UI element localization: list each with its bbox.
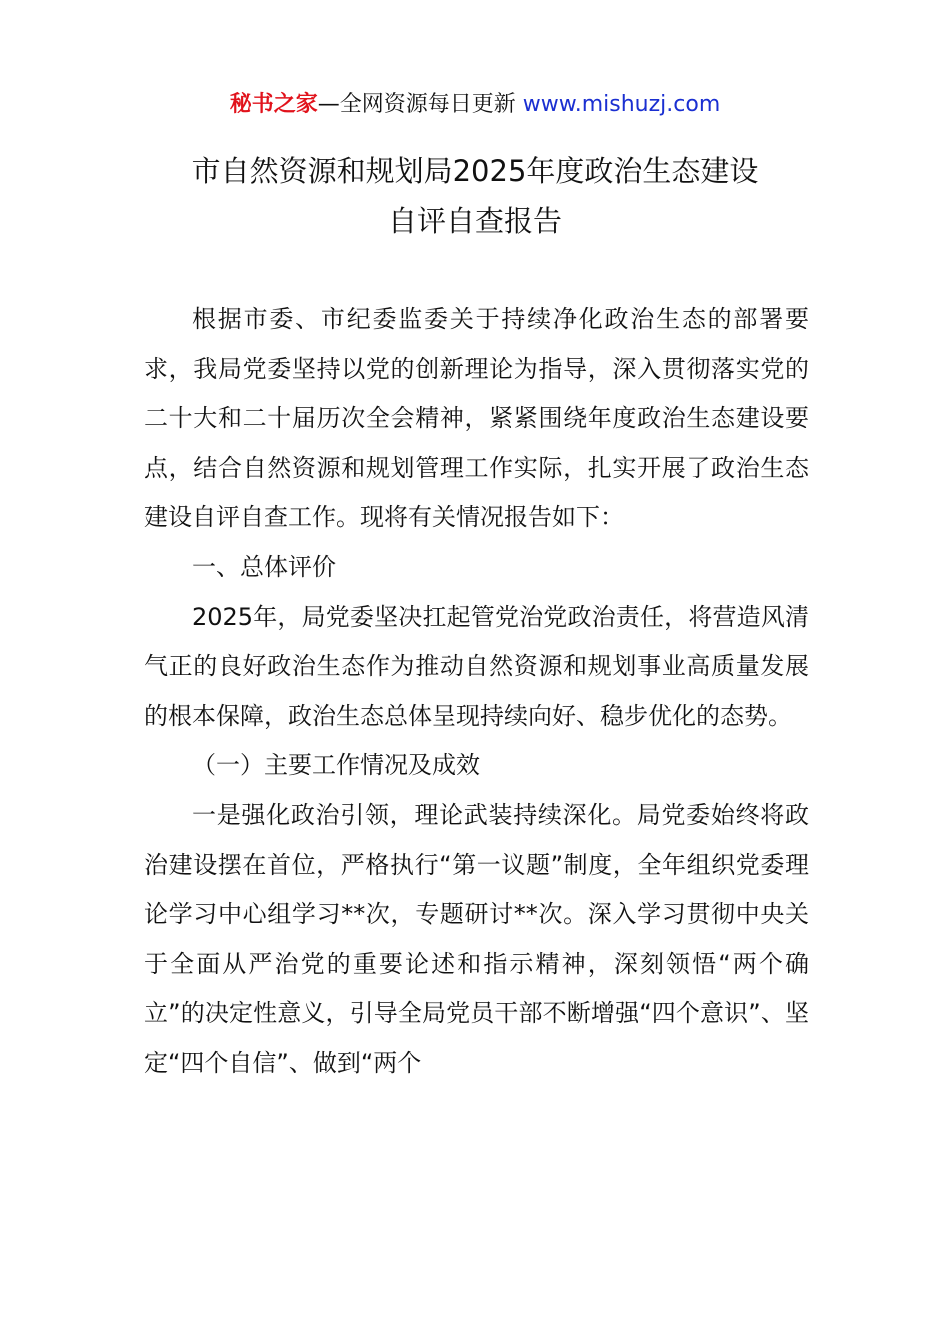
document-body <box>144 295 809 1089</box>
brand-name: 秘书之家 <box>229 92 318 117</box>
main-work-paragraph: 一是强化政治引领，理论武装持续深化。局党委始终将政治建设摆在首位，严格执行“第一议题”制度，全年组织党委理论学习中心组学习**次，专题研讨**次。深入学习贯彻中央关于全面从严治党的重要论述和指示精神，深刻领悟“两个确立”的决定性意义，引导全局党员干部不断增强“四个意识”、坚定“四个自信”、做到“两个 <box>144 800 809 1077</box>
site-header <box>0 88 950 122</box>
intro-paragraph: 根据市委、市纪委监委关于持续净化政治生态的部署要求，我局党委坚持以党的创新理论为指导，深入贯彻落实党的二十大和二十届历次全会精神，紧紧围绕年度政治生态建设要点，结合自然资源和规划管理工作实际，扎实开展了政治生态建设自评自查工作。现将有关情况报告如下： <box>144 305 809 532</box>
document-title <box>0 146 950 246</box>
overall-paragraph: 2025年，局党委坚决扛起管党治党政治责任，将营造风清气正的良好政治生态作为推动自然资源和规划事业高质量发展的根本保障，政治生态总体呈现持续向好、稳步优化的态势。 <box>144 602 809 730</box>
section-heading-overall: 一、总体评价 <box>192 552 336 581</box>
subsection-heading-main-work: （一）主要工作情况及成效 <box>192 751 480 780</box>
site-url-link[interactable]: www.mishuzj.com <box>522 92 721 117</box>
title-line-1: 市自然资源和规划局2025年度政治生态建设 <box>191 154 759 188</box>
title-line-2: 自评自查报告 <box>387 204 562 238</box>
header-tagline: —全网资源每日更新 <box>317 92 523 117</box>
